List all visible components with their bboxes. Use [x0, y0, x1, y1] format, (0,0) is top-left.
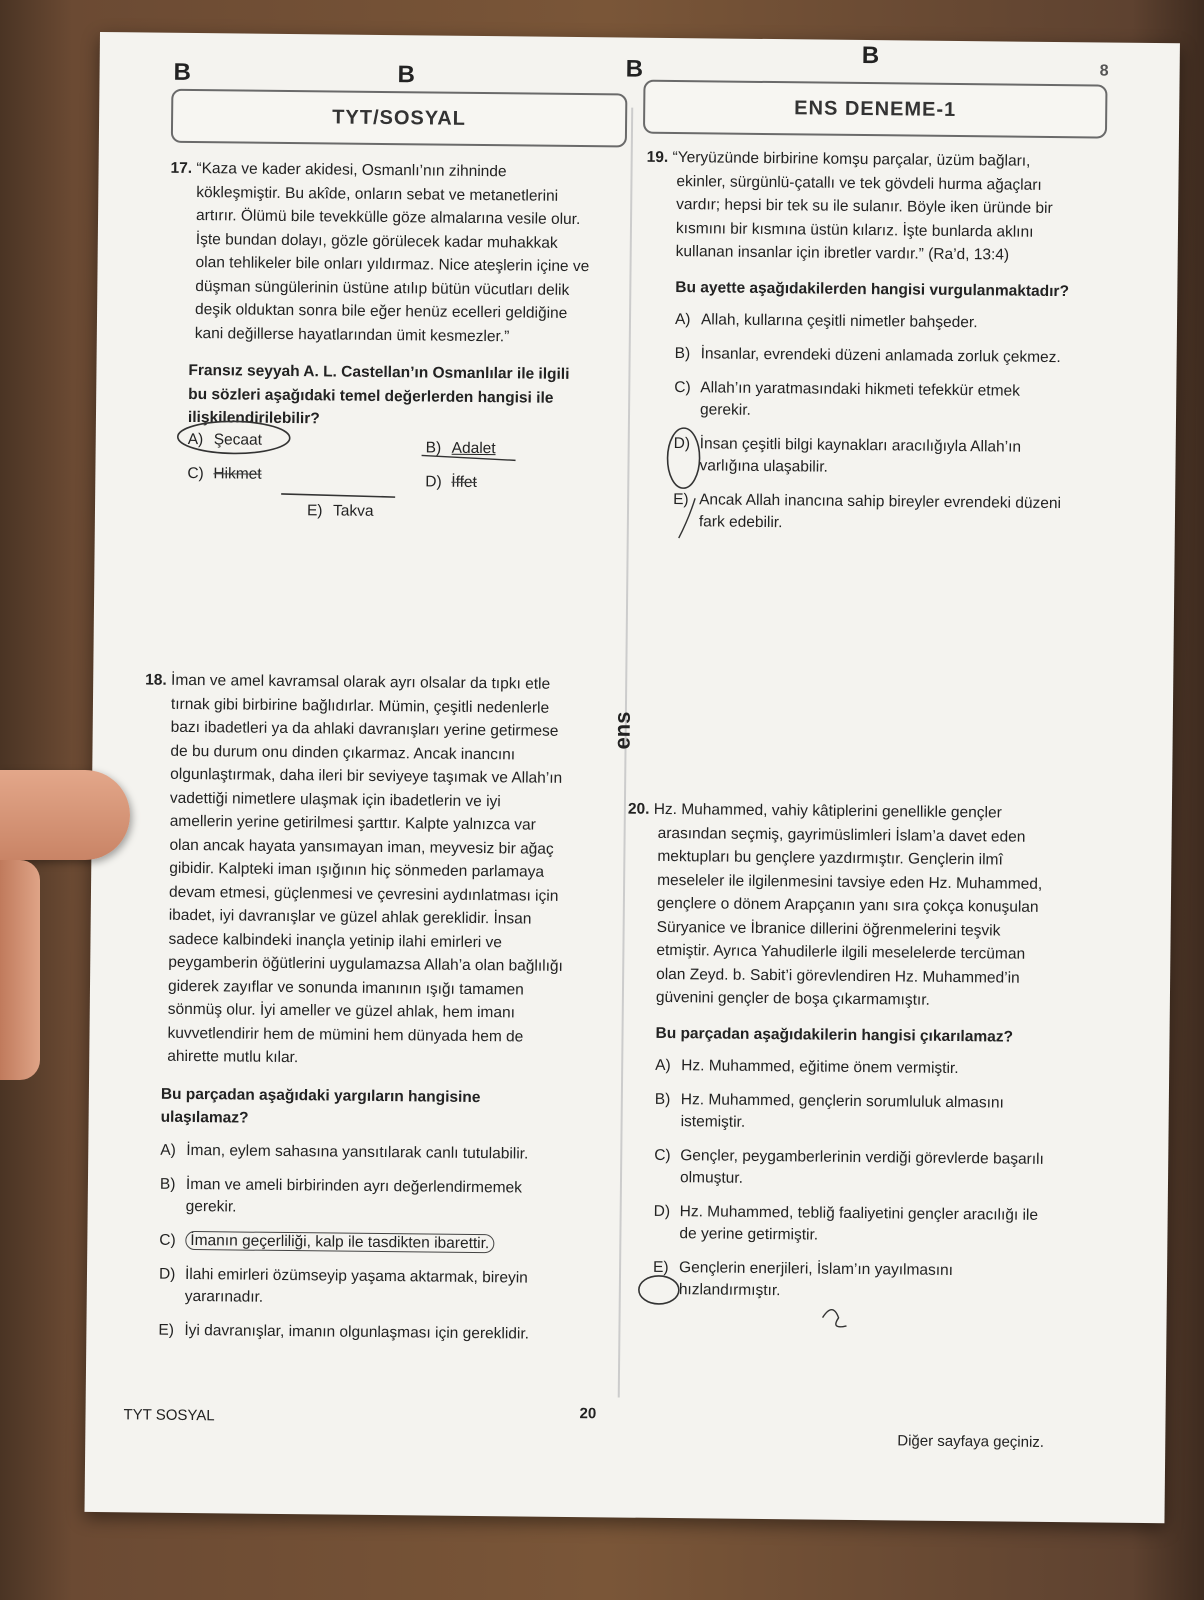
option-d[interactable]	[159, 1263, 609, 1312]
question-prompt	[141, 1082, 611, 1134]
question-number: 20.	[627, 800, 650, 818]
option-text: Hz. Muhammed, eğitime önem vermiştir.	[681, 1057, 959, 1078]
text-line: olan ancak hayata yansımayan iman, meyvesiz bir ağaç	[169, 836, 554, 858]
text-line: gençlere o dönem Arapçanın yanı sıra çokça konuşulan	[656, 894, 1039, 916]
text-line: sadece kalbindeki inançla yetinip ilahi emirleri ve	[168, 930, 503, 951]
option-text: İmanın geçerliliği, kalp ile tasdikten ibarettir.	[185, 1230, 494, 1252]
option-a[interactable]	[675, 309, 1115, 336]
question-text	[626, 798, 1108, 1015]
question-18	[138, 669, 615, 1346]
option-letter: A)	[655, 1056, 671, 1075]
option-letter: E)	[653, 1258, 669, 1277]
text-line: kısmını bir kısmına üstün kılarız. İşte bunlarda aklını	[675, 219, 1034, 241]
prompt-line: Fransız seyyah A. L. Castellan’ın Osmanlılar ile ilgili	[188, 361, 570, 383]
prompt-line: Bu parçadan aşağıdaki yargıların hangisine	[160, 1085, 481, 1106]
option-text: Gençler, peygamberlerinin verdiği görevlerde başarılı	[680, 1147, 1044, 1168]
prompt-line: ilişkilendirilebilir?	[187, 408, 320, 428]
option-text: Ancak Allah inancına sahip bireyler evrendeki düzeni	[699, 491, 1062, 513]
text-line: gibidir. Kalpteki iman ışığının hiç sönmeden parlamaya	[169, 859, 545, 881]
prompt-line: ulaşılamaz?	[160, 1108, 249, 1127]
text-line: “Yeryüzünde birbirine komşu parçalar, üzüm bağları,	[672, 149, 1031, 170]
option-text: İlahi emirleri özümseyip yaşama aktarmak, bireyin	[184, 1265, 528, 1287]
booklet-mark: B	[625, 55, 644, 83]
question-text	[141, 669, 615, 1073]
text-line: “Kaza ve kader akidesi, Osmanlı’nın zihninde	[196, 160, 507, 181]
option-letter: B)	[159, 1175, 176, 1193]
left-title: TYT/SOSYAL	[332, 105, 467, 130]
question-17	[168, 157, 621, 434]
text-line: artırır. Ölümü bile tevekkülle göze almalarına vesile olur.	[195, 207, 581, 229]
text-line: İman ve amel kavramsal olarak ayrı olsalar da tıpkı etle	[171, 671, 551, 693]
option-text: varlığına ulaşabilir.	[699, 457, 828, 476]
option-text: Hz. Muhammed, tebliğ faaliyetini gençler aracılığı ile	[679, 1203, 1039, 1224]
booklet-mark: B	[397, 61, 416, 89]
option-letter: D)	[673, 435, 691, 453]
question-text	[646, 146, 1117, 268]
option-list	[643, 309, 1115, 538]
option-a[interactable]	[188, 429, 262, 452]
footer-left-label: TYT SOSYAL	[123, 1406, 215, 1425]
option-b[interactable]	[160, 1173, 610, 1222]
text-line: sönmüş olur. İyi ameller ve güzel ahlak, hem imanı	[167, 1000, 516, 1022]
text-line: de bu durum onu dinden çıkarmaz. Ancak inancını	[170, 742, 516, 763]
option-text: olmuştur.	[679, 1169, 744, 1187]
page-number: 20	[579, 1405, 597, 1423]
question-number: 17.	[170, 159, 193, 177]
question-number: 19.	[646, 148, 669, 166]
option-text: gerekir.	[185, 1197, 237, 1215]
text-line: amellerin yerine getirilmesi şarttır. Kalpte yalnızca var	[169, 812, 536, 834]
option-list	[138, 1139, 610, 1346]
option-text: İman, eylem sahasına yansıtılarak canlı tutulabilir.	[186, 1141, 529, 1163]
hand	[0, 860, 40, 1080]
left-header-box	[171, 89, 628, 148]
option-letter: D)	[653, 1202, 671, 1221]
option-a[interactable]	[160, 1139, 610, 1166]
prompt-line: Bu ayette aşağıdakilerden hangisi vurgulanmaktadır?	[675, 278, 1070, 300]
text-line: peygamberin öğütlerini uygulamazsa Allah’a olan bağlılığı	[168, 953, 563, 975]
text-line: vadettiği nimetlere ulaşmak için ibadetlerin ve iyi	[169, 789, 501, 810]
text-line: olgunlaştırmak, daha ileri bir seviyeye taşımak ve Allah’ın	[170, 765, 563, 787]
question-prompt	[168, 359, 619, 434]
option-letter: C)	[187, 464, 204, 483]
scribble-mark	[822, 1310, 846, 1327]
exam-page	[85, 32, 1180, 1523]
prompt-line: bu sözleri aşağıdaki temel değerlerden hangisi ile	[188, 385, 554, 407]
question-20	[623, 798, 1108, 1306]
text-line: ibadet, iyi davranışlar ve güzel ahlak gereklidir. İnsan	[168, 906, 532, 928]
option-text: yararınadır.	[184, 1287, 264, 1306]
option-text: Gençlerin enerjileri, İslam’ın yayılmasını	[679, 1259, 954, 1279]
option-text: Hz. Muhammed, gençlerin sorumluluk almasını	[680, 1091, 1004, 1112]
question-19	[643, 146, 1117, 538]
option-e[interactable]	[673, 489, 1113, 538]
footer-right-label: Diğer sayfaya geçiniz.	[897, 1432, 1045, 1451]
option-b[interactable]	[675, 343, 1115, 370]
option-text: İman ve ameli birbirinden ayrı değerlendirmemek	[185, 1175, 522, 1196]
option-text: Hikmet	[213, 465, 262, 483]
text-line: olan tehlikeler bile onları yıldırmaz. Nice ateşlerin içine ve	[195, 254, 590, 276]
option-e[interactable]	[653, 1257, 1103, 1306]
option-letter: E)	[306, 502, 323, 520]
option-letter: C)	[159, 1231, 176, 1249]
text-line: bazı ibadetleri ya da ahlaki davranışları yerine getirmese	[170, 718, 559, 740]
text-line: deşik olduktan sonra bile eğer henüz ecelleri geldiğine	[195, 301, 568, 322]
option-letter: C)	[654, 1146, 671, 1165]
option-e[interactable]	[158, 1319, 608, 1346]
text-line: Hz. Muhammed, vahiy kâtiplerini genellikle gençler	[653, 800, 1002, 822]
option-letter: C)	[674, 379, 691, 397]
option-text: istemiştir.	[680, 1113, 746, 1131]
text-line: kökleşmiştir. Bu akîde, onların sebat ve metanetlerini	[196, 183, 559, 205]
finger	[0, 770, 130, 860]
option-letter: A)	[187, 430, 204, 449]
booklet-mark: B	[173, 58, 192, 86]
brand-logo: ens	[609, 711, 635, 750]
text-line: kullanan insanlar için ibretler vardır.” (Ra’d, 13:4)	[675, 243, 1010, 264]
option-text: fark edebilir.	[698, 513, 783, 532]
option-text: Allah, kullarına çeşitli nimetler bahşeder.	[700, 311, 978, 332]
right-title: ENS DENEME-1	[794, 96, 957, 121]
option-text: Allah’ın yaratmasındaki hikmeti tefekkür etmek	[700, 379, 1020, 400]
option-a[interactable]	[655, 1055, 1105, 1082]
option-text: Şecaat	[213, 431, 263, 449]
prompt-line: Bu parçadan aşağıdakilerin hangisi çıkarılamaz?	[655, 1024, 1014, 1046]
option-text: Takva	[332, 502, 374, 520]
option-letter: B)	[654, 1090, 671, 1109]
option-d[interactable]	[653, 1201, 1103, 1250]
option-d[interactable]	[673, 433, 1113, 482]
booklet-mark: B	[861, 41, 880, 70]
option-c[interactable]	[159, 1229, 609, 1256]
question-number: 18.	[145, 671, 167, 689]
text-line: tırnak gibi birbirine bağlıdırlar. Mümin, çeşitli nedenlerle	[170, 695, 550, 717]
text-line: devam etmesi, güçlenmesi ve çevresini aydınlatması için	[168, 883, 559, 905]
right-header-box	[643, 80, 1108, 139]
corner-mark: 8	[1099, 62, 1109, 80]
text-line: güvenini gençler de boşa çıkarmamıştır.	[655, 988, 930, 1009]
option-text: İnsanlar, evrendeki düzeni anlamada zorluk çekmez.	[700, 345, 1061, 367]
strike-mark	[281, 494, 395, 497]
question-text	[169, 157, 621, 350]
text-line: giderek zayıflar ve sonunda imanının ışığı tamamen	[167, 977, 524, 998]
option-text: İyi davranışlar, imanın olgunlaşması için gereklidir.	[184, 1321, 530, 1343]
text-line: meseleler ile ilgilenmesini tavsiye eden Hz. Muhammed,	[657, 871, 1043, 893]
option-c[interactable]	[654, 1145, 1104, 1194]
text-line: kuvvetlendirir hem de mümini hem dünyada hem de	[167, 1024, 524, 1045]
question-prompt	[625, 1021, 1105, 1050]
option-letter: A)	[160, 1141, 176, 1159]
text-line: ekinler, sürgünlü-çatallı ve tek gövdeli hurma ağaçları	[676, 172, 1042, 194]
option-text: gerekir.	[699, 401, 752, 419]
option-letter: E)	[673, 491, 689, 509]
option-c[interactable]	[187, 463, 261, 486]
text-line: etmiştir. Ayrıca Yahudilerle ilgili meselelerde tercüman	[656, 941, 1026, 963]
text-line: İşte bundan dolayı, gözle görülecek kadar muhakkak	[195, 230, 558, 252]
option-text: İffet	[451, 473, 477, 491]
option-text: İnsan çeşitli bilgi kaynakları aracılığıyla Allah’ın	[699, 435, 1022, 456]
text-line: mektupları bu gençlere yazdırmıştır. Gençlerin ilmî	[657, 847, 1003, 869]
option-list	[623, 1055, 1106, 1306]
option-d[interactable]	[425, 471, 477, 494]
option-letter: E)	[158, 1321, 175, 1339]
option-letter: D)	[425, 473, 442, 491]
option-b[interactable]	[426, 437, 496, 460]
option-c[interactable]	[674, 377, 1114, 426]
option-letter: A)	[674, 311, 691, 329]
option-letter: D)	[158, 1265, 176, 1283]
text-line: düşman süngülerinin üstüne atılıp bütün vücutları delik	[195, 277, 570, 299]
text-line: Süryanice ve İbranice dillerini öğrenmelerini teşvik	[656, 918, 1001, 939]
option-text: Adalet	[451, 439, 496, 458]
option-e[interactable]	[307, 500, 374, 523]
text-line: vardır; hepsi bir tek su ile sulanır. Böyle iken üründe bir	[676, 196, 1053, 217]
option-text: hızlandırmıştır.	[678, 1281, 781, 1300]
option-letter: B)	[674, 345, 691, 363]
text-line: arasından seçmiş, gayrimüslimleri İslam’a davet eden	[657, 824, 1026, 846]
option-letter: B)	[425, 439, 442, 457]
option-b[interactable]	[655, 1089, 1105, 1138]
text-line: olan Zeyd. b. Sabit’i görevlendiren Hz. Muhammed’in	[656, 965, 1020, 987]
option-text: de yerine getirmiştir.	[679, 1225, 819, 1244]
question-prompt	[645, 275, 1115, 303]
text-line: kani değillerse hayatlarından ümit kesmezler.”	[194, 324, 510, 345]
text-line: ahirette mutlu kılar.	[167, 1047, 299, 1067]
